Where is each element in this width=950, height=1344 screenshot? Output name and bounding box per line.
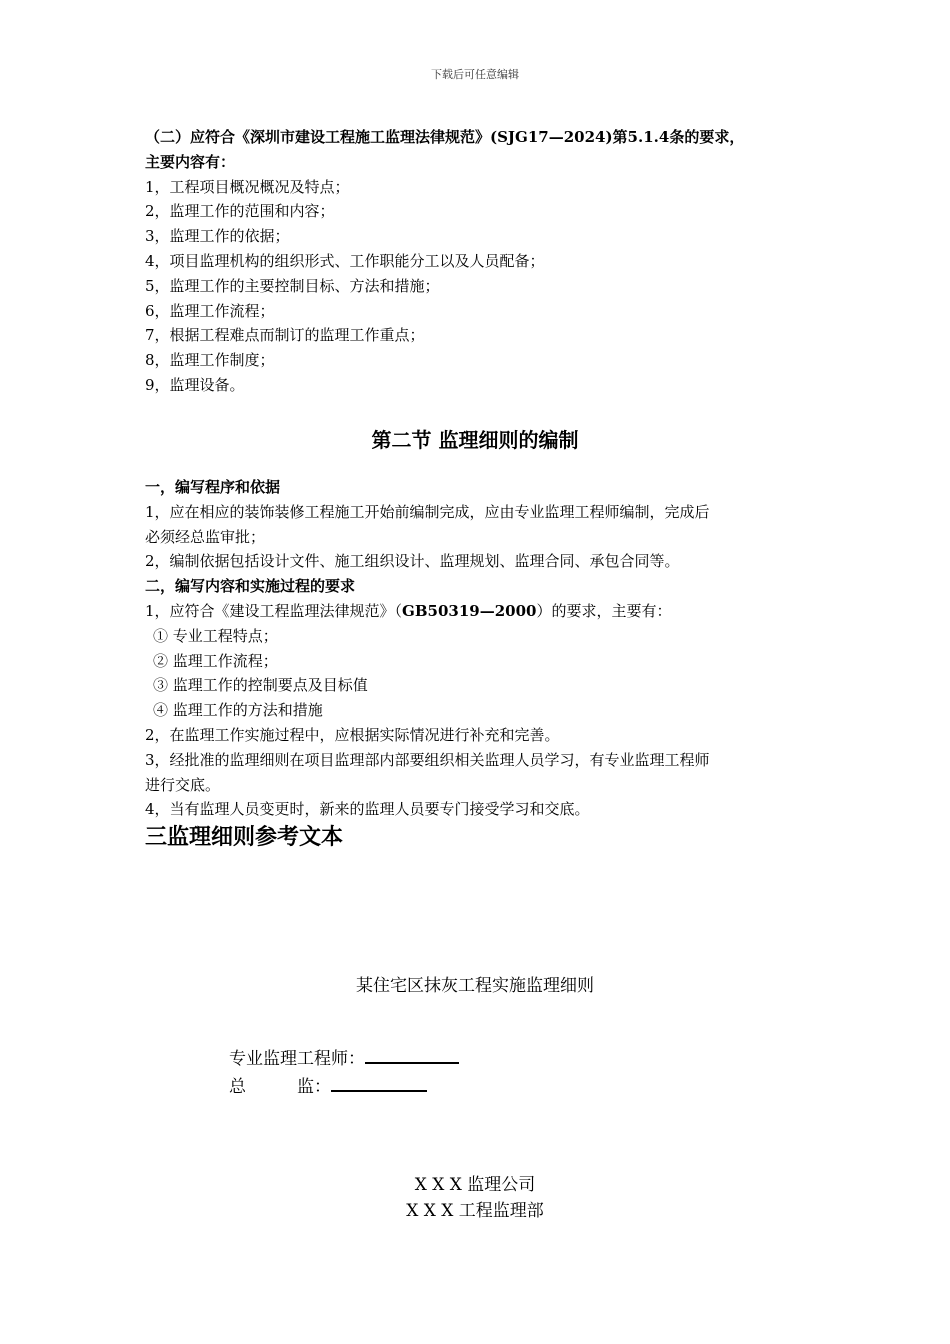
section1-heading-line1: （二）应符合《深圳市建设工程施工监理法律规范》(SJG17—2024)第5.1.4条的要求， bbox=[145, 128, 745, 146]
section2-subheading-2: 二，编写内容和实施过程的要求 bbox=[145, 577, 356, 596]
engineer-label: 专业监理工程师： bbox=[229, 1049, 365, 1069]
list-item: 9，监理设备。 bbox=[145, 375, 245, 394]
list-item: 5，监理工作的主要控制目标、方法和措施； bbox=[145, 276, 440, 295]
paragraph-1-line2: 必须经总监审批； bbox=[145, 527, 266, 546]
paragraph-1-line1: 1，应在相应的装饰装修工程施工开始前编制完成，应由专业监理工程师编制，完成后 bbox=[145, 502, 710, 521]
company-name: X X X 监理公司 bbox=[414, 1175, 536, 1195]
section1 bbox=[145, 125, 815, 398]
section2-title: 第二节 监理细则的编制 bbox=[371, 428, 579, 452]
director-label: 总 监： bbox=[229, 1077, 331, 1097]
circled-item: ③ 监理工作的控制要点及目标值 bbox=[153, 676, 368, 695]
paragraph-5-line2: 进行交底。 bbox=[145, 775, 221, 794]
director-blank bbox=[331, 1074, 427, 1092]
document-title: 某住宅区抹灰工程实施监理细则 bbox=[356, 976, 594, 996]
director-signature-line bbox=[229, 1072, 427, 1097]
paragraph-3-pre: 1，应符合《建设工程监理法律规范》（ bbox=[145, 601, 403, 620]
section3-title: 三监理细则参考文本 bbox=[145, 824, 344, 850]
paragraph-6: 4，当有监理人员变更时，新来的监理人员要专门接受学习和交底。 bbox=[145, 800, 590, 819]
list-item: 8，监理工作制度； bbox=[145, 351, 275, 370]
circled-item: ② 监理工作流程； bbox=[153, 651, 278, 670]
section2-subheading-1: 一，编写程序和依据 bbox=[145, 478, 281, 496]
paragraph-4: 2，在监理工作实施过程中，应根据实际情况进行补充和完善。 bbox=[145, 725, 560, 744]
circled-item: ④ 监理工作的方法和措施 bbox=[153, 701, 323, 720]
paragraph-5-line1: 3，经批准的监理细则在项目监理部内部要组织相关监理人员学习，有专业监理工程师 bbox=[145, 750, 710, 769]
list-item: 6，监理工作流程； bbox=[145, 301, 275, 320]
department-name: X X X 工程监理部 bbox=[406, 1201, 544, 1221]
list-item: 1，工程项目概况概况及特点； bbox=[145, 177, 350, 196]
engineer-signature-line bbox=[229, 1044, 459, 1069]
standard-code: GB50319—2000 bbox=[402, 601, 537, 620]
circled-item: ① 专业工程特点； bbox=[153, 626, 278, 645]
paragraph-3-post: ）的要求，主要有： bbox=[536, 601, 672, 620]
list-item: 3，监理工作的依据； bbox=[145, 227, 290, 246]
paragraph-2: 2，编制依据包括设计文件、施工组织设计、监理规划、监理合同、承包合同等。 bbox=[145, 552, 680, 571]
section1-heading-line2: 主要内容有： bbox=[145, 152, 236, 171]
section2 bbox=[145, 475, 815, 822]
list-item: 2，监理工作的范围和内容； bbox=[145, 202, 335, 221]
page-header: 下载后可任意编辑 bbox=[431, 68, 519, 81]
list-item: 7，根据工程难点而制订的监理工作重点； bbox=[145, 326, 425, 345]
engineer-blank bbox=[365, 1046, 459, 1064]
list-item: 4，项目监理机构的组织形式、工作职能分工以及人员配备； bbox=[145, 251, 545, 270]
paragraph-3 bbox=[145, 599, 815, 624]
